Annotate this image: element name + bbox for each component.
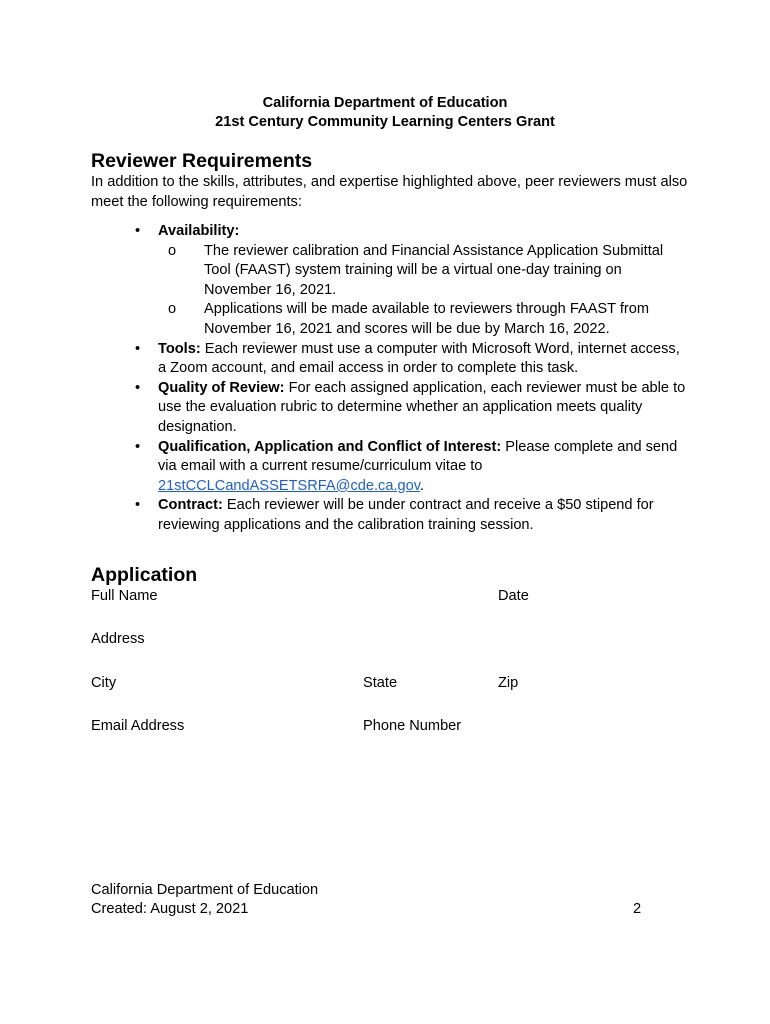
address-label: Address bbox=[91, 631, 145, 647]
circle-bullet-icon: o bbox=[168, 301, 177, 318]
training-text: The reviewer calibration and Financial Assistance Application Submittal Tool (FAAST) system training will be a virtual one-day training on November 16, 2021. bbox=[204, 242, 664, 298]
bullet-icon: • bbox=[135, 379, 141, 396]
zip-label: Zip bbox=[498, 675, 519, 691]
page-number: 2 bbox=[633, 901, 642, 917]
requirements-intro: In addition to the skills, attributes, and expertise highlighted above, peer reviewers must also meet the following requirements: bbox=[91, 174, 688, 210]
bullet-icon: • bbox=[135, 223, 141, 239]
state-label: State bbox=[363, 675, 398, 691]
footer-created-date: Created: August 2, 2021 bbox=[91, 901, 249, 917]
qualification-suffix: . bbox=[419, 477, 425, 494]
list-item-scores-due bbox=[158, 300, 691, 339]
date-label: Date bbox=[498, 588, 529, 604]
city-label: City bbox=[91, 675, 117, 691]
list-item-tools bbox=[91, 340, 691, 379]
list-item-training bbox=[158, 242, 691, 301]
list-item-qualification bbox=[91, 438, 691, 497]
list-item-contract bbox=[91, 496, 691, 535]
qualification-label: Qualification, Application and Conflict of Interest: bbox=[158, 438, 502, 455]
quality-label: Quality of Review: bbox=[158, 379, 285, 396]
phone-number-label: Phone Number bbox=[363, 718, 462, 734]
bullet-icon: • bbox=[135, 438, 141, 455]
email-address-label: Email Address bbox=[91, 718, 185, 734]
contract-text: Each reviewer will be under contract and receive a $50 stipend for reviewing applications and the calibration training session. bbox=[158, 497, 654, 533]
contract-label: Contract: bbox=[158, 497, 223, 514]
header-grant-title: 21st Century Community Learning Centers Grant bbox=[215, 114, 555, 130]
full-name-label: Full Name bbox=[91, 588, 158, 604]
quality-text: For each assigned application, each reviewer must be able to use the evaluation rubric to determine whether an application meets quality designation. bbox=[158, 379, 686, 435]
document-header bbox=[0, 94, 770, 132]
tools-label: Tools: bbox=[158, 340, 201, 357]
bullet-icon: • bbox=[135, 340, 141, 357]
scores-due-text: Applications will be made available to reviewers through FAAST from November 16, 2021 and scores will be due by March 16, 2022. bbox=[204, 301, 650, 337]
email-link[interactable]: 21stCCLCandASSETSRFA@cde.ca.gov bbox=[158, 477, 420, 494]
header-organization: California Department of Education bbox=[262, 95, 508, 111]
circle-bullet-icon: o bbox=[168, 242, 177, 259]
requirements-list bbox=[91, 222, 691, 536]
availability-sublist bbox=[158, 242, 691, 340]
qualification-text: Please complete and send via email with a current resume/curriculum vitae to bbox=[158, 438, 678, 475]
availability-label: Availability: bbox=[158, 223, 240, 239]
tools-text: Each reviewer must use a computer with Microsoft Word, internet access, a Zoom account, and email access in order to complete this task. bbox=[158, 340, 680, 377]
footer-organization: California Department of Education bbox=[91, 882, 319, 898]
bullet-icon: • bbox=[135, 497, 141, 514]
list-item-quality-of-review bbox=[91, 379, 691, 438]
list-item-availability bbox=[91, 222, 691, 340]
reviewer-requirements-heading: Reviewer Requirements bbox=[91, 150, 313, 172]
application-heading: Application bbox=[91, 564, 198, 586]
